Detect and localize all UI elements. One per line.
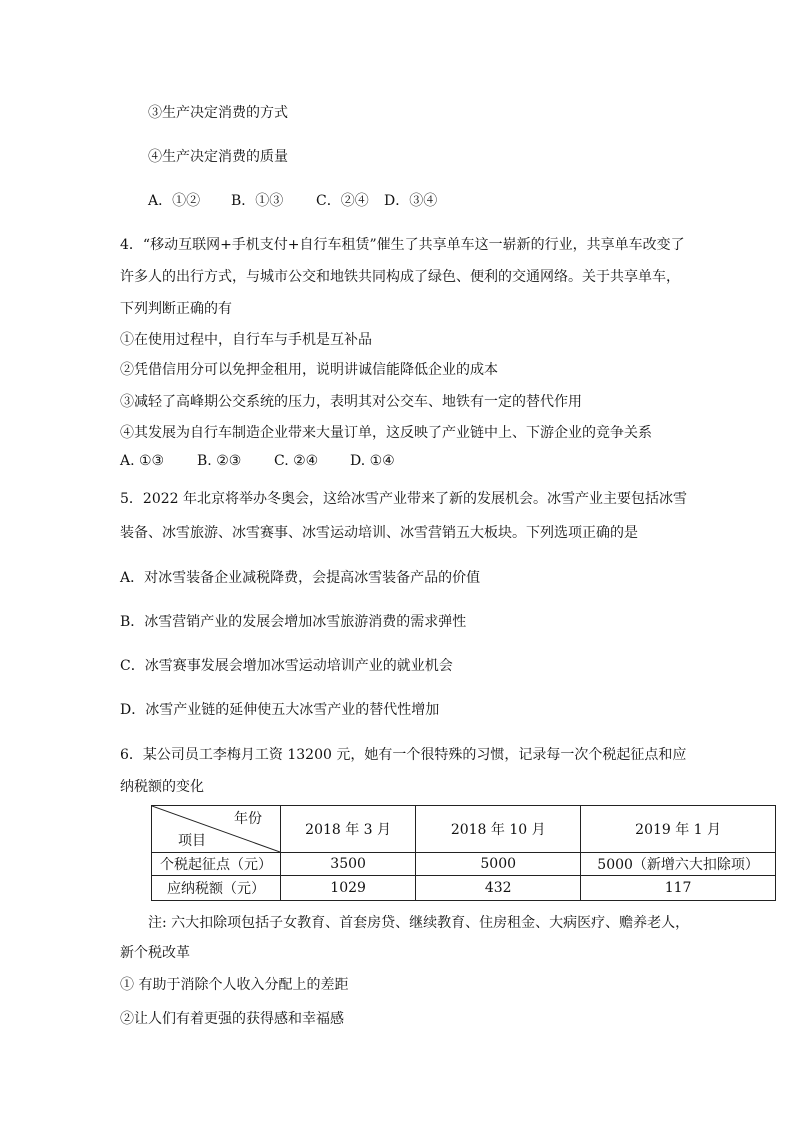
table-cell: 1029: [281, 876, 416, 901]
q5-option-a: A．对冰雪装备企业减税降费，会提高冰雪装备产品的价值: [120, 570, 481, 586]
row-label: 个税起征点（元）: [152, 853, 281, 876]
table-cell: 117: [581, 876, 776, 901]
column-header: 2018 年 3 月: [281, 806, 416, 853]
q4-choice-b: B. ②③: [197, 453, 242, 469]
q6-stem-line-3: 新个税改革: [120, 945, 190, 961]
q6-stem-line-2: 纳税额的变化: [120, 779, 204, 795]
q3-option-4: ④生产决定消费的质量: [148, 149, 288, 165]
table-cell: 3500: [281, 853, 416, 876]
q4-choice-c: C. ②④: [274, 453, 319, 469]
q3-choice-b: B．①③: [231, 193, 284, 209]
q5-option-c: C．冰雪赛事发展会增加冰雪运动培训产业的就业机会: [120, 658, 453, 674]
column-header: 2019 年 1 月: [581, 806, 776, 853]
tax-table: [151, 805, 776, 901]
q5-stem-line-2: 装备、冰雪旅游、冰雪赛事、冰雪运动培训、冰雪营销五大板块。下列选项正确的是: [120, 525, 638, 541]
q4-choice-d: D. ①④: [350, 453, 395, 469]
q4-item-4: ④其发展为自行车制造企业带来大量订单，这反映了产业链中上、下游企业的竞争关系: [120, 425, 652, 441]
q4-item-2: ②凭借信用分可以免押金租用，说明讲诚信能降低企业的成本: [120, 362, 498, 378]
column-header: 2018 年 10 月: [416, 806, 581, 853]
tax-table-header-row: [152, 806, 776, 853]
q5-option-d: D．冰雪产业链的延伸使五大冰雪产业的替代性增加: [120, 702, 440, 718]
corner-label-year: 年份: [234, 811, 262, 827]
table-cell: 5000（新增六大扣除项）: [581, 853, 776, 876]
q6-note: 注: 六大扣除项包括子女教育、首套房贷、继续教育、住房租金、大病医疗、赡养老人，: [148, 915, 690, 931]
q6-stem-line-1: 6．某公司员工李梅月工资 13200 元，她有一个很特殊的习惯，记录每一次个税起征点和应: [120, 747, 687, 763]
q3-choice-a: A．①②: [148, 193, 201, 209]
q4-choices: [120, 452, 395, 470]
q4-stem-line-1: 4．“移动互联网+手机支付+自行车租赁”催生了共享单车这一崭新的行业，共享单车改变了: [120, 237, 685, 253]
q5-stem-line-1: 5．2022 年北京将举办冬奥会，这给冰雪产业带来了新的发展机会。冰雪产业主要包括冰雪: [120, 491, 687, 507]
q4-item-3: ③减轻了高峰期公交系统的压力，表明其对公交车、地铁有一定的替代作用: [120, 394, 582, 410]
q3-choice-c: C．②④: [316, 193, 369, 209]
corner-label-item: 项目: [178, 833, 206, 849]
q3-choices: [148, 192, 437, 210]
q4-choice-a: A. ①③: [120, 453, 165, 469]
row-label: 应纳税额（元）: [152, 876, 281, 901]
table-row: [152, 853, 776, 876]
q6-item-2: ②让人们有着更强的获得感和幸福感: [120, 1011, 344, 1027]
tax-table-corner-cell: [152, 806, 281, 853]
table-row: [152, 876, 776, 901]
q3-option-3: ③生产决定消费的方式: [148, 105, 288, 121]
q4-item-1: ①在使用过程中，自行车与手机是互补品: [120, 332, 372, 348]
table-cell: 5000: [416, 853, 581, 876]
q3-choice-d: D．③④: [384, 193, 438, 209]
q5-option-b: B．冰雪营销产业的发展会增加冰雪旅游消费的需求弹性: [120, 614, 467, 630]
table-cell: 432: [416, 876, 581, 901]
q6-item-1: ① 有助于消除个人收入分配上的差距: [120, 977, 349, 993]
q4-stem-line-3: 下列判断正确的有: [120, 301, 232, 317]
q4-stem-line-2: 许多人的出行方式，与城市公交和地铁共同构成了绿色、便利的交通网络。关于共享单车，: [120, 269, 680, 285]
